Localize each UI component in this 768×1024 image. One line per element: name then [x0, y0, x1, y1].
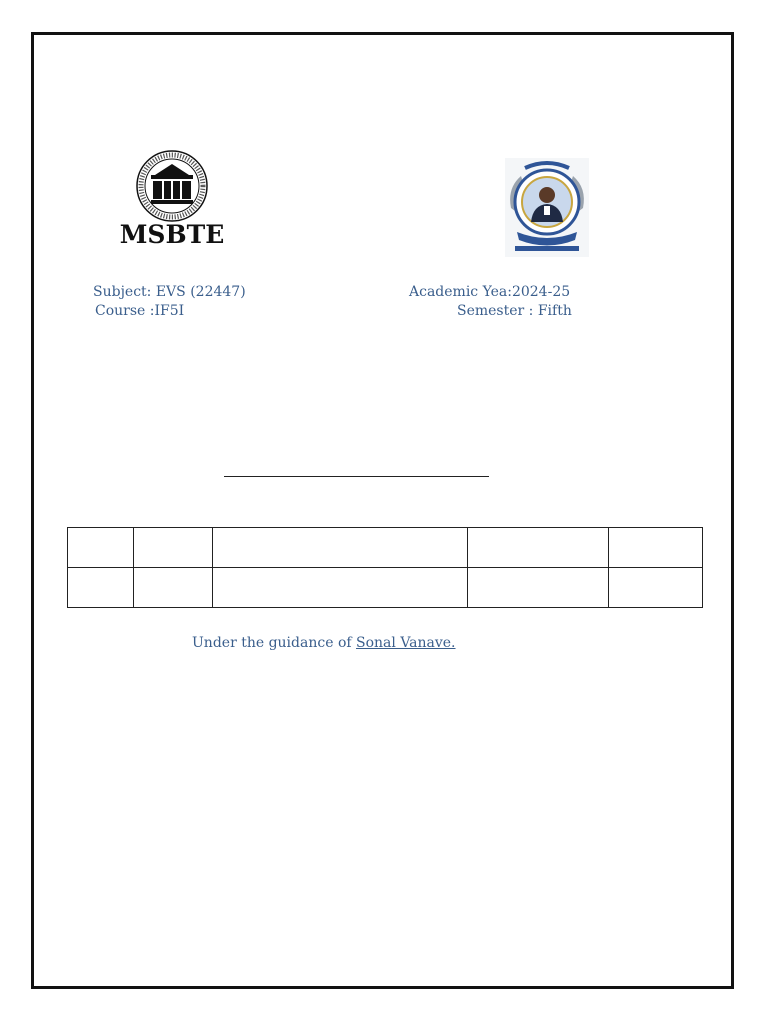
subject-text: Subject: EVS (22447) [93, 284, 246, 300]
course-text: Course :IF5I [95, 303, 185, 319]
table-cell [609, 568, 703, 608]
table-cell [68, 568, 134, 608]
table-cell [134, 568, 213, 608]
institute-seal [505, 158, 589, 257]
guidance-prefix: Under the guidance of [192, 635, 357, 651]
msbte-logo [115, 146, 230, 251]
title-underline [224, 476, 489, 477]
table-cell [213, 528, 468, 568]
semester-text: Semester : Fifth [457, 303, 572, 319]
institute-seal-icon [505, 158, 589, 257]
table-row [68, 528, 703, 568]
msbte-wordmark: MSBTE [119, 220, 225, 249]
academic-year-text: Academic Yea:2024-25 [409, 284, 571, 300]
table-cell [213, 568, 468, 608]
table-cell [68, 528, 134, 568]
table-cell [468, 568, 609, 608]
guidance-line [192, 634, 456, 653]
members-table [67, 527, 703, 608]
table-cell [468, 528, 609, 568]
table-cell [134, 528, 213, 568]
msbte-emblem-icon [115, 146, 230, 251]
table-row [68, 568, 703, 608]
guide-name: Sonal Vanave. [356, 635, 456, 651]
table-cell [609, 528, 703, 568]
